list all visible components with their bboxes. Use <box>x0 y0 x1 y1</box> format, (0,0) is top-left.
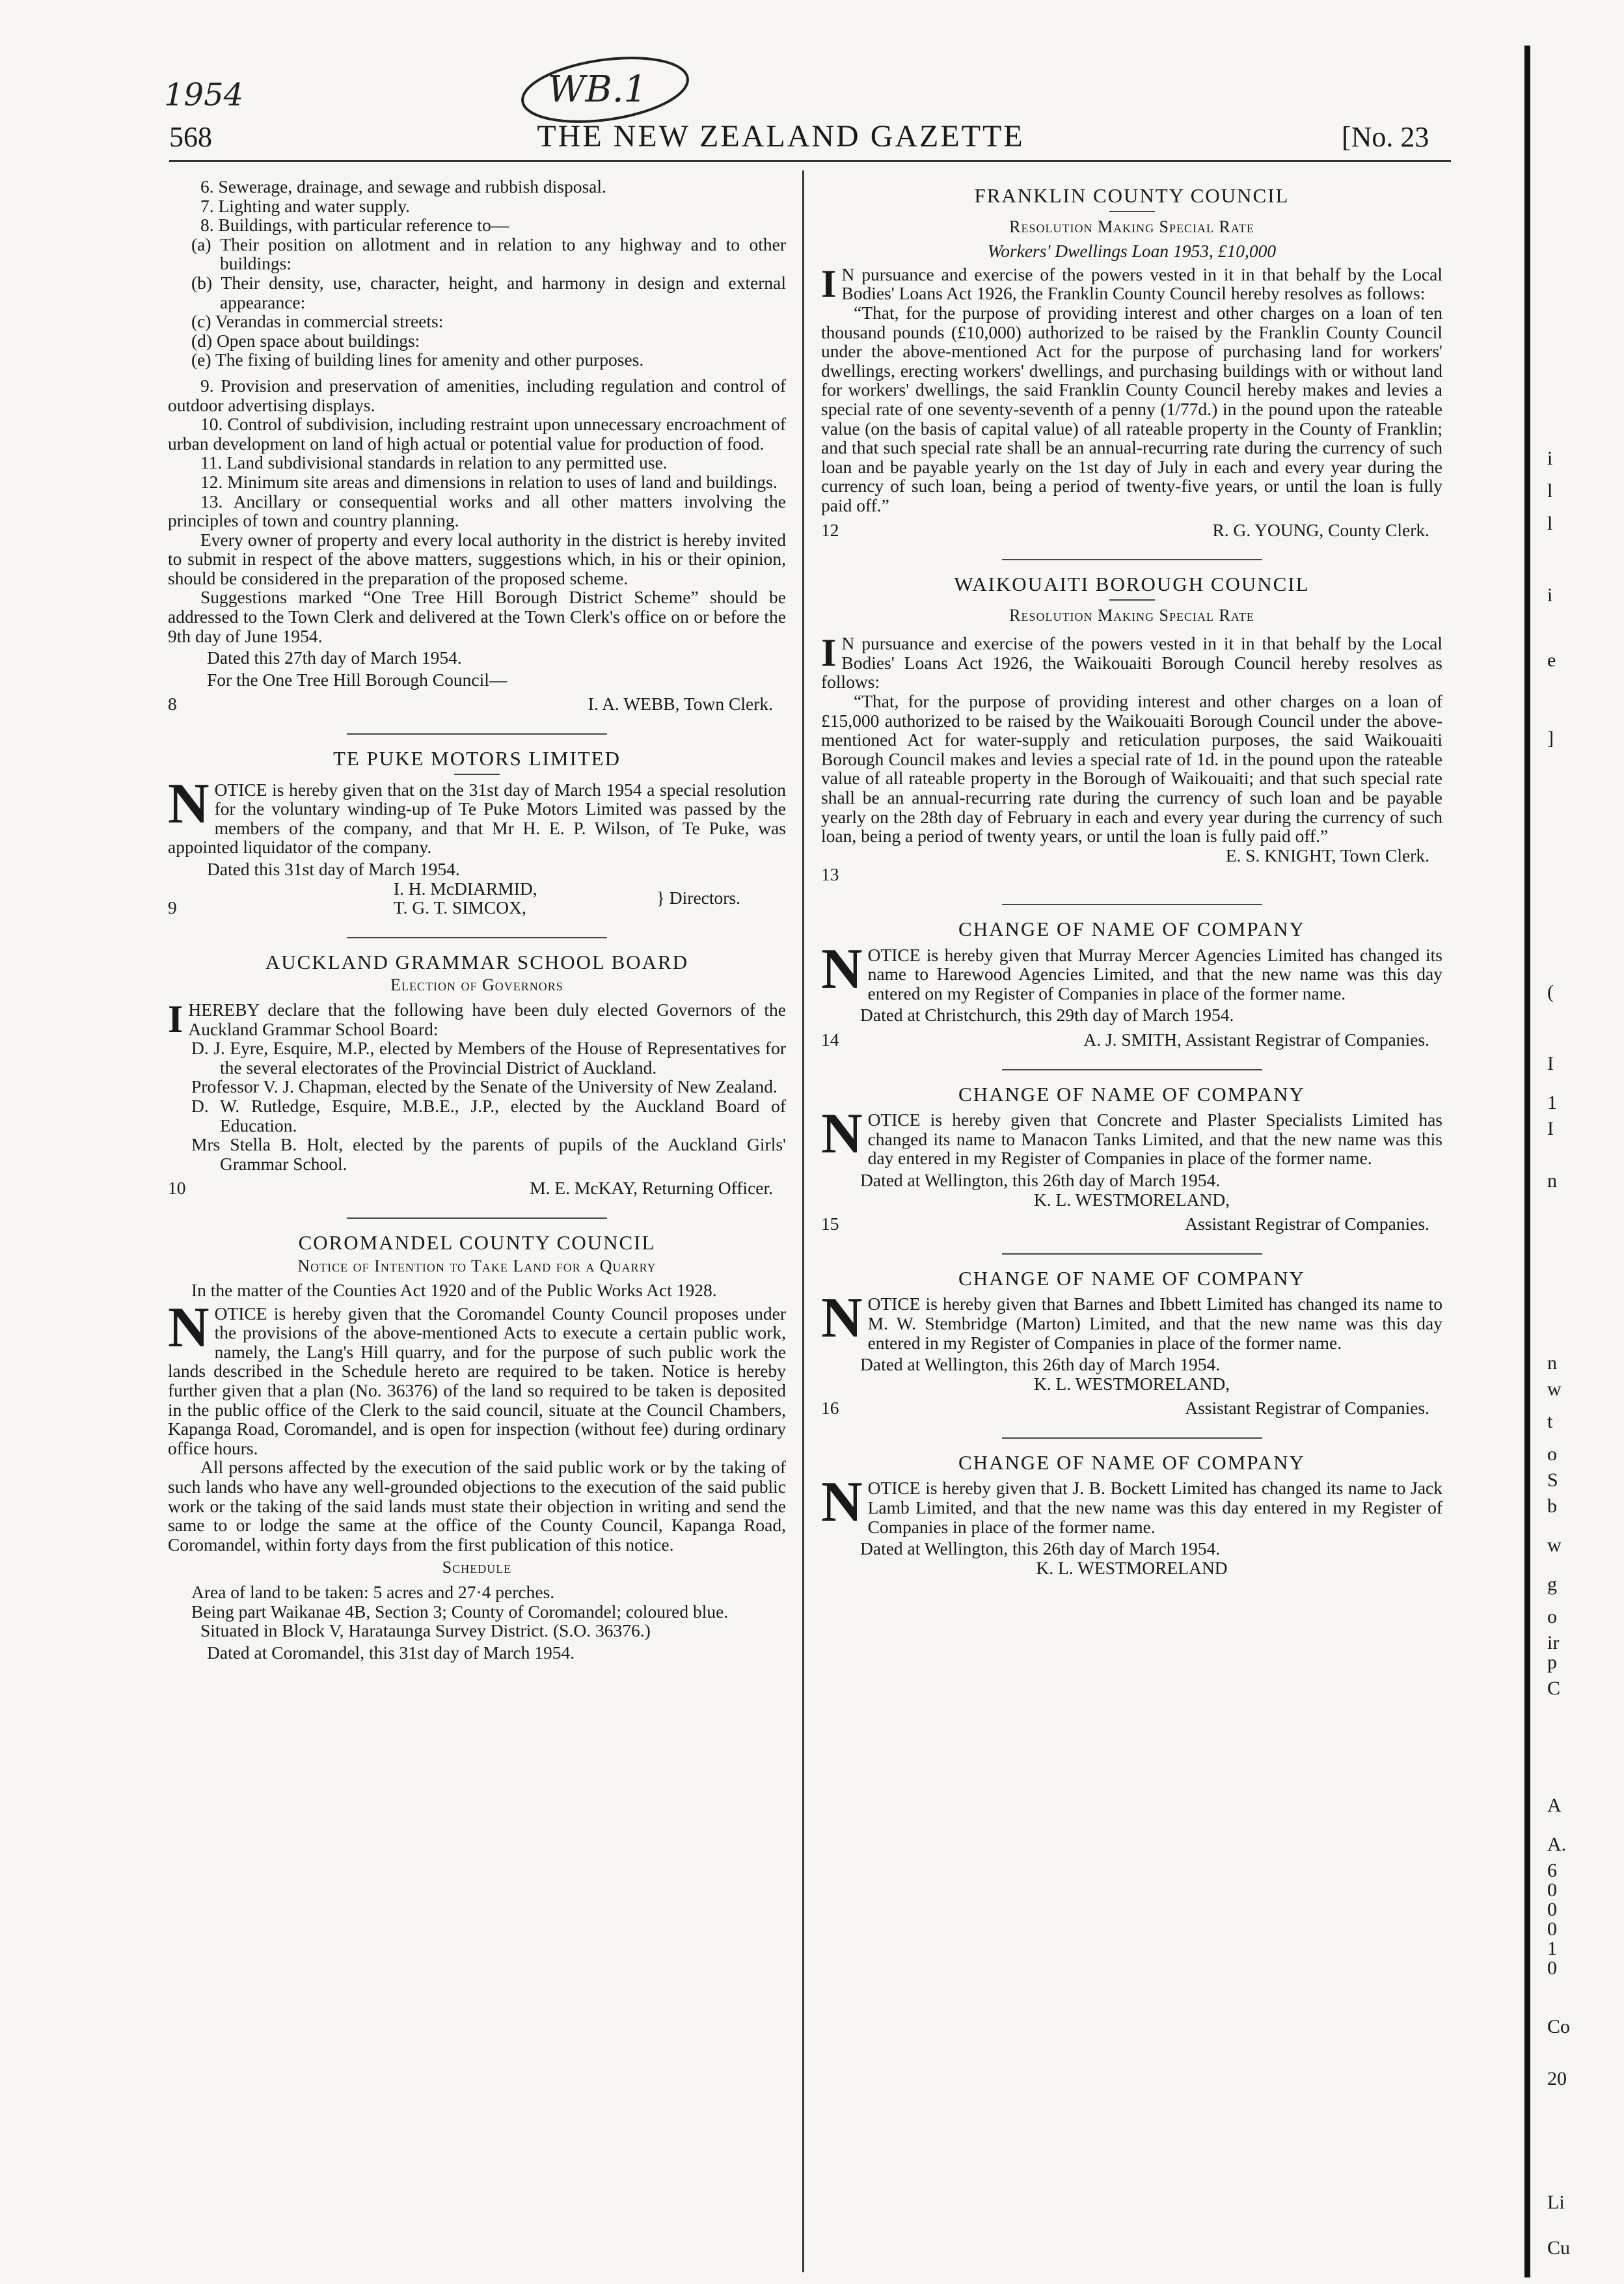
dated-line: Dated at Wellington, this 26th day of March 1954. <box>860 1538 1221 1559</box>
change-of-name-2 <box>821 1082 1442 1234</box>
signature: K. L. WESTMORELAND <box>1036 1557 1228 1578</box>
edge-fragment: ( <box>1547 981 1554 1003</box>
notice-number: 14 <box>821 1029 839 1050</box>
edge-fragment: 1 <box>1547 1938 1557 1959</box>
paragraph: 9. Provision and preservation of amenities, including regulation and control of outdoor advertising displays. <box>168 375 786 415</box>
notice-body: OTICE is hereby given that Concrete and Plaster Specialists Limited has changed its name to Manacon Tanks Limited, and that the new name was this day entered in my Register of Companies in place of the former name. <box>867 1109 1442 1169</box>
notice-title: WAIKOUAITI BOROUGH COUNCIL <box>954 573 1310 596</box>
notice-subtitle: Election of Governors <box>390 975 563 995</box>
notice-body: All persons affected by the execution of the said public work or by the taking of such lands who have any well-grounded objections to the execution of the said public work or the taking of the said lands must state their objection in writing and send the same to or lodge the same at the office of the County Council, Kapanga Road, Coromandel, within forty days from the first publication of this notice. <box>168 1457 786 1555</box>
notice-number: 8 <box>168 694 177 714</box>
auckland-grammar-notice <box>168 950 786 1199</box>
schedule-heading: Schedule <box>442 1558 512 1577</box>
edge-fragment: w <box>1547 1534 1562 1556</box>
edge-fragment: I <box>1547 1053 1554 1074</box>
edge-fragment: n <box>1547 1352 1557 1374</box>
edge-fragment: t <box>1547 1411 1553 1432</box>
notice-body: OTICE is hereby given that Murray Mercer Agencies Limited has changed its name to Harewood Agencies Limited, and that the new name was this day entered on my Register of Companies in place of the former name. <box>867 944 1442 1003</box>
signature-row <box>168 694 786 714</box>
change-of-name-4 <box>821 1450 1442 1578</box>
dated-line: Dated this 27th day of March 1954. <box>207 647 462 668</box>
right-column <box>821 177 1442 1577</box>
notice-body: N pursuance and exercise of the powers vested in it in that behalf by the Local Bodies' Loans Act 1926, the Waikouaiti Borough Council hereby resolves as follows: <box>821 633 1442 692</box>
schedule-line: Being part Waikanae 4B, Section 3; County of Coromandel; coloured blue. <box>191 1601 729 1622</box>
edge-fragment: i <box>1547 584 1553 606</box>
for-line: For the One Tree Hill Borough Council— <box>207 669 508 690</box>
edge-fragment: 0 <box>1547 1879 1557 1901</box>
drop-cap: N <box>168 1296 210 1359</box>
list-item: D. W. Rutledge, Esquire, M.B.E., J.P., elected by the Auckland Board of Education. <box>191 1095 786 1135</box>
matter-line: In the matter of the Counties Act 1920 and of the Public Works Act 1928. <box>191 1280 717 1301</box>
gazette-title: THE NEW ZEALAND GAZETTE <box>537 119 1025 154</box>
paragraph: 13. Ancillary or consequential works and all other matters involving the principles of town and country planning. <box>168 491 786 531</box>
sub-item: (e) The fixing of building lines for amenity and other purposes. <box>191 349 644 370</box>
signature-row <box>821 1214 1442 1234</box>
edge-fragment: Co <box>1547 2016 1571 2037</box>
drop-cap: N <box>821 1102 863 1166</box>
edge-fragment: 0 <box>1547 1899 1557 1920</box>
notice-title: CHANGE OF NAME OF COMPANY <box>958 1450 1305 1474</box>
title-rule <box>1109 211 1155 212</box>
one-tree-hill-notice <box>168 177 786 714</box>
signature: I. A. WEBB, Town Clerk. <box>588 694 773 714</box>
drop-cap: N <box>821 937 863 1001</box>
franklin-notice <box>821 186 1442 539</box>
edge-fragment: b <box>1547 1495 1557 1517</box>
edge-fragment: 1 <box>1547 1092 1557 1113</box>
edge-fragment: l <box>1547 480 1553 502</box>
drop-cap: N <box>821 1286 863 1350</box>
change-of-name-1 <box>821 919 1442 1050</box>
notice-number: 15 <box>821 1214 839 1234</box>
edge-fragment: w <box>1547 1378 1562 1400</box>
director-names <box>394 879 537 918</box>
notice-title: COROMANDEL COUNTY COUNCIL <box>298 1230 656 1254</box>
edge-fragment: 0 <box>1547 1918 1557 1940</box>
list-item: 6. Sewerage, drainage, and sewage and rubbish disposal. <box>200 176 606 197</box>
signature: A. J. SMITH, Assistant Registrar of Companies. <box>1083 1029 1429 1050</box>
edge-fragment: 20 <box>1547 2068 1567 2089</box>
drop-cap: I <box>168 997 183 1040</box>
section-rule <box>347 1217 607 1219</box>
edge-fragment: ] <box>1547 727 1554 749</box>
edge-fragment: 6 <box>1547 1860 1557 1881</box>
notice-body: OTICE is hereby given that J. B. Bockett Limited has changed its name to Jack Lamb Limited, and that the new name was this day entered in my Register of Companies in place of the former name. <box>867 1478 1442 1537</box>
signature-title: Assistant Registrar of Companies. <box>1185 1214 1429 1234</box>
signature-row <box>168 1178 786 1198</box>
edge-fragment: A. <box>1547 1834 1567 1855</box>
sub-item: (c) Verandas in commercial streets: <box>191 311 444 332</box>
notice-subtitle: Notice of Intention to Take Land for a Quarry <box>297 1256 656 1275</box>
dated-line: Dated at Coromandel, this 31st day of March 1954. <box>207 1642 575 1663</box>
edge-fragment: i <box>1547 448 1553 469</box>
handwritten-year: 1954 <box>164 77 244 113</box>
directors-block <box>168 879 786 918</box>
notice-title: CHANGE OF NAME OF COMPANY <box>958 1082 1305 1106</box>
signature: E. S. KNIGHT, Town Clerk. <box>1225 845 1429 865</box>
dated-line: Dated this 31st day of March 1954. <box>207 859 460 879</box>
notice-title: CHANGE OF NAME OF COMPANY <box>958 1266 1305 1290</box>
signature: R. G. YOUNG, County Clerk. <box>1212 519 1429 540</box>
dated-line: Dated at Wellington, this 26th day of March 1954. <box>860 1169 1221 1190</box>
edge-fragment: 0 <box>1547 1957 1557 1979</box>
signature: K. L. WESTMORELAND, <box>1033 1373 1230 1394</box>
schedule-line: Situated in Block V, Harataunga Survey District. (S.O. 36376.) <box>200 1620 651 1641</box>
drop-cap: N <box>168 772 210 836</box>
list-item: 8. Buildings, with particular reference to— <box>200 215 509 236</box>
signature: M. E. McKAY, Returning Officer. <box>530 1178 773 1199</box>
notice-body: HEREBY declare that the following have been duly elected Governors of the Auckland Grammar School Board: <box>188 999 786 1039</box>
sub-item: (b) Their density, use, character, height, and harmony in design and external appearance: <box>191 272 786 312</box>
paragraph: 10. Control of subdivision, including restraint upon unnecessary encroachment of urban development on land of high actual or potential value for production of food. <box>168 414 786 454</box>
edge-fragment: S <box>1547 1469 1558 1491</box>
edge-fragment: ir <box>1547 1632 1560 1653</box>
page-number: 568 <box>169 121 212 153</box>
edge-fragment: n <box>1547 1170 1557 1191</box>
header-rule <box>169 160 1451 162</box>
notice-number: 10 <box>168 1178 186 1199</box>
stamp-mark-text: WB.1 <box>548 68 647 111</box>
sub-item: (a) Their position on allotment and in relation to any highway and to other buildings: <box>191 234 786 274</box>
list-item: 7. Lighting and water supply. <box>200 195 411 216</box>
edge-fragment: p <box>1547 1652 1557 1673</box>
sub-item: (d) Open space about buildings: <box>191 330 420 351</box>
notice-title: AUCKLAND GRAMMAR SCHOOL BOARD <box>265 950 689 973</box>
drop-cap: I <box>821 631 837 675</box>
drop-cap: N <box>821 1471 863 1534</box>
edge-fragment: Li <box>1547 2192 1565 2213</box>
notice-subtitle: Resolution Making Special Rate <box>1009 217 1254 236</box>
coromandel-notice <box>168 1230 786 1663</box>
section-rule <box>1002 904 1262 905</box>
column-divider <box>802 170 804 2272</box>
edge-fragment: Cu <box>1547 2237 1571 2259</box>
dated-line: Dated at Christchurch, this 29th day of March 1954. <box>860 1005 1234 1026</box>
edge-fragment: g <box>1547 1573 1557 1595</box>
notice-subtitle: Resolution Making Special Rate <box>1009 605 1254 625</box>
signature-row <box>821 1398 1442 1418</box>
director-name: T. G. T. SIMCOX, <box>393 897 526 918</box>
notice-body: OTICE is hereby given that on the 31st day of March 1954 a special resolution for the voluntary winding-up of Te Puke Motors Limited was passed by the members of the company, and that Mr H. E. P. Wilson, of Te Puke, was appointed liquidator of the company. <box>168 779 786 858</box>
change-of-name-3 <box>821 1266 1442 1419</box>
list-item: D. J. Eyre, Esquire, M.P., elected by Members of the House of Representatives for the several electorates of the Provincial District of Auckland. <box>191 1038 786 1078</box>
title-rule <box>1109 599 1155 601</box>
signature-row <box>821 1030 1442 1050</box>
edge-fragment: A <box>1547 1795 1562 1816</box>
paragraph: 12. Minimum site areas and dimensions in relation to uses of land and buildings. <box>200 471 778 492</box>
notice-body: OTICE is hereby given that the Coromandel County Council proposes under the provisions of the above-mentioned Acts to execute a certain public work, namely, the Lang's Hill quarry, and for the purpose of such public work the lands described in the Schedule hereto are required to be taken. Notice is hereby further given that a plan (No. 36376) of the land so required to be taken is deposited in the public office of the Clerk to the said council, situate at the Council Chambers, Kapanga Road, Coromandel, and is open for inspection (without fee) during ordinary office hours. <box>168 1303 786 1458</box>
signature-title: Assistant Registrar of Companies. <box>1185 1398 1429 1419</box>
notice-title: TE PUKE MOTORS LIMITED <box>332 747 621 770</box>
left-column <box>168 177 786 1662</box>
section-rule <box>1002 1253 1262 1255</box>
paragraph: Every owner of property and every local authority in the district is hereby invited to submit in respect of the above matters, suggestions which, in his or their opinion, should be considered in the preparation of the proposed scheme. <box>168 529 786 588</box>
notice-loan-line: Workers' Dwellings Loan 1953, £10,000 <box>987 241 1277 262</box>
notice-title: CHANGE OF NAME OF COMPANY <box>958 918 1305 940</box>
notice-body: N pursuance and exercise of the powers vested in it in that behalf by the Local Bodies' Loans Act 1926, the Franklin County Council hereby resolves as follows: <box>841 264 1442 304</box>
edge-fragment: l <box>1547 513 1553 534</box>
section-rule <box>1002 559 1262 560</box>
signature-row <box>821 521 1442 540</box>
notice-number: 13 <box>821 864 839 885</box>
edge-fragment: o <box>1547 1606 1557 1627</box>
edge-fragment: C <box>1547 1678 1561 1699</box>
paragraph: 11. Land subdivisional standards in relation to any permitted use. <box>200 452 668 473</box>
dated-line: Dated at Wellington, this 26th day of March 1954. <box>860 1354 1221 1375</box>
list-item: Mrs Stella B. Holt, elected by the parents of pupils of the Auckland Girls' Grammar School. <box>191 1134 786 1174</box>
title-rule <box>454 774 500 775</box>
te-puke-motors-notice <box>168 749 786 918</box>
notice-number: 9 <box>168 897 177 918</box>
paragraph: Suggestions marked “One Tree Hill Borough District Scheme” should be addressed to the Town Clerk and delivered at the Town Clerk's office on or before the 9th day of June 1954. <box>168 587 786 646</box>
resolution-quote: “That, for the purpose of providing interest and other charges on a loan of ten thousand pounds (£10,000) authorized to be raised by the Franklin County Council under the above-mentioned Act for the purpose of purchasing land for workers' dwellings, erecting workers' dwellings, and purchasing buildings with or without land for workers' dwellings, the said Franklin County Council hereby makes and levies a special rate of one seventy-seventh of a penny (1/77d.) in the pound upon the rateable value (on the basis of capital value) of all rateable property in the County of Franklin; and that such special rate shall be an annual-recurring rate during the currency of such loan and be payable yearly on the 1st day of July in each and every year during the currency of such loan, being a period of twenty-five years, or until the loan is fully paid off.” <box>821 302 1442 515</box>
edge-fragment: o <box>1547 1443 1557 1465</box>
issue-number: [No. 23 <box>1342 121 1429 153</box>
waikouaiti-notice <box>821 575 1442 884</box>
director-name: I. H. McDIARMID, <box>393 878 537 899</box>
notice-number: 12 <box>821 519 839 540</box>
notice-body: OTICE is hereby given that Barnes and Ibbett Limited has changed its name to M. W. Stembridge (Marton) Limited, and that the new name was this day entered in my Register of Companies in place of the former name. <box>867 1294 1442 1353</box>
signature: K. L. WESTMORELAND, <box>1033 1189 1230 1210</box>
schedule-line: Area of land to be taken: 5 acres and 27·4 perches. <box>191 1582 555 1602</box>
section-rule <box>347 733 607 735</box>
resolution-quote: “That, for the purpose of providing interest and other charges on a loan of £15,000 authorized to be raised by the Waikouaiti Borough Council under the above-mentioned Act for water-supply and reticulation purposes, the said Waikouaiti Borough Council makes and levies a special rate of 1d. in the pound upon the rateable value of all rateable property in the Borough of Waikouaiti; and that such special rate shall be an annual-recurring rate during the currency of such loan and be payable yearly on the 28th day of February in each and every year during the currency of such loan, being a period of twenty years, or until the loan is fully paid off.” <box>821 691 1442 847</box>
directors-label: } Directors. <box>656 888 740 908</box>
notice-number: 16 <box>821 1398 839 1419</box>
list-item: Professor V. J. Chapman, elected by the Senate of the University of New Zealand. <box>191 1076 778 1097</box>
edge-fragment: I <box>1547 1118 1554 1139</box>
drop-cap: I <box>821 262 837 305</box>
section-rule <box>1002 1069 1262 1070</box>
notice-title: FRANKLIN COUNTY COUNCIL <box>974 184 1290 207</box>
section-rule <box>1002 1437 1262 1439</box>
section-rule <box>347 937 607 938</box>
handwritten-stamp-mark <box>514 51 699 128</box>
edge-fragment: e <box>1547 649 1556 671</box>
binding-edge-bar <box>1524 46 1530 2277</box>
